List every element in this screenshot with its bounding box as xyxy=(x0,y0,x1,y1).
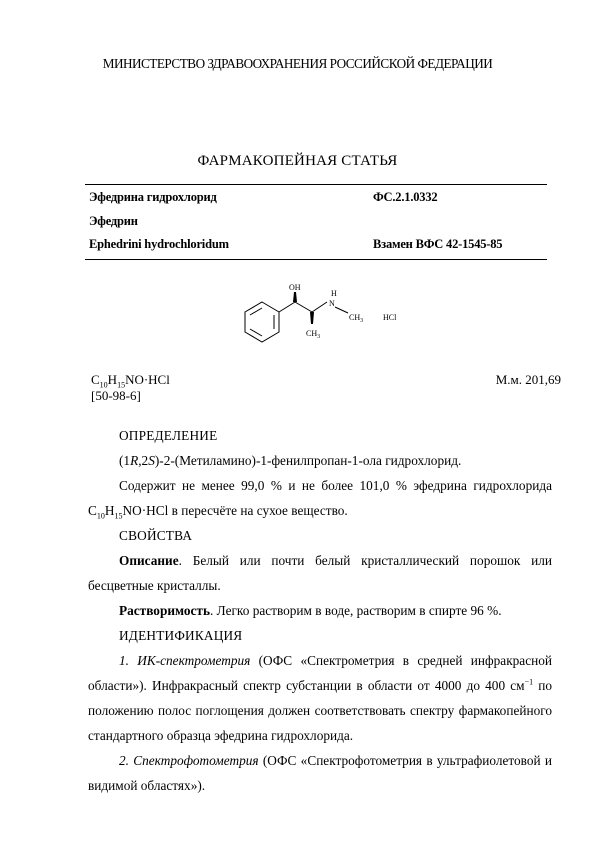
content-limits-cont: $C_{10}H_{15}NO\cdot HCl$ в пересчёте на сухое вещество. xyxy=(88,503,348,521)
cas-number: [50-98-6] xyxy=(91,388,141,403)
ministry-header: МИНИСТЕРСТВО ЗДРАВООХРАНЕНИЯ РОССИЙСКОЙ ФЕДЕРАЦИИ xyxy=(102,56,493,71)
c-methyl-label: $CH_3$ xyxy=(306,329,321,340)
molecular-mass: М.м. 201,69 xyxy=(495,372,561,387)
content-limits: Содержит не менее 99,0 % и не более 101,0 % эфедрина гидрохлорида xyxy=(119,478,552,493)
name-russian: Эфедрина гидрохлорид xyxy=(89,190,217,204)
structural-formula xyxy=(230,280,410,360)
header-rule-bottom xyxy=(85,259,547,260)
monograph-code: ФС.2.1.0332 xyxy=(373,190,438,204)
uv-test: 2. Спектрофотометрия (ОФС «Спектрофотометрия в ультрафиолетовой и видимой областях»). xyxy=(88,753,552,793)
heading-identification: ИДЕНТИФИКАЦИЯ xyxy=(119,628,243,643)
description: Описание. Белый или почти белый кристаллический порошок или бесцветные кристаллы. xyxy=(88,553,552,593)
heading-definition: ОПРЕДЕЛЕНИЕ xyxy=(119,428,218,443)
name-latin: Ephedrini hydrochloridum xyxy=(89,237,229,251)
oh-label: OH xyxy=(289,283,301,292)
n-methyl-label: $CH_3$ xyxy=(349,313,364,324)
monograph-body xyxy=(88,423,552,798)
replaces-note: Взамен ВФС 42-1545-85 xyxy=(373,237,503,251)
name-alternative: Эфедрин xyxy=(89,214,138,228)
ir-test: 1. ИК-спектрометрия (ОФС «Спектрометрия в средней инфракрасной области»). Инфракрасный спектр субстанции в области от 4000 до 400 $см^{-1}$ по положению полос поглощения должен соответствовать спектру фармакопейного стандартного образца эфедрина гидрохлорида. xyxy=(88,653,552,743)
n-label: N xyxy=(329,299,335,308)
header-rule-top xyxy=(85,184,547,185)
chemical-name: (1R,2S)-2-(Метиламино)-1-фенилпропан-1-ола гидрохлорид. xyxy=(119,453,462,468)
solubility: Растворимость. Легко растворим в воде, растворим в спирте 96 %. xyxy=(119,603,502,618)
nh-h-label: H xyxy=(331,289,337,298)
molecular-formula: $C_{10}H_{15}NO\cdot HCl$ xyxy=(91,372,170,390)
hcl-label: HCl xyxy=(383,313,397,322)
document-title: ФАРМАКОПЕЙНАЯ СТАТЬЯ xyxy=(197,153,398,169)
heading-properties: СВОЙСТВА xyxy=(119,528,193,543)
